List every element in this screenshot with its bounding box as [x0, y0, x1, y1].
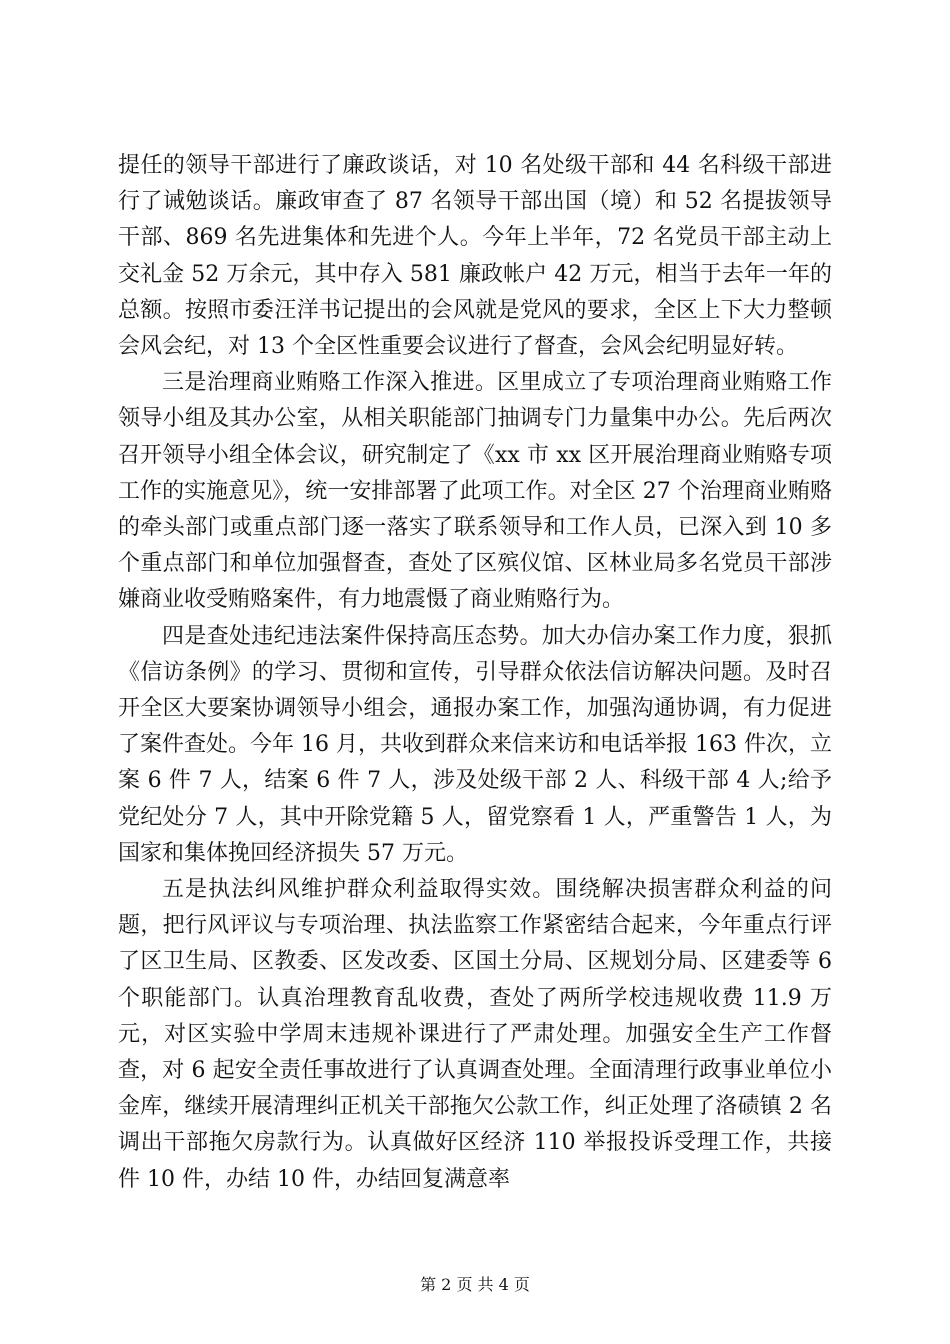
document-body	[118, 148, 832, 1198]
paragraph-1: 提任的领导干部进行了廉政谈话，对 10 名处级干部和 44 名科级干部进行了诫勉谈话。廉政审查了 87 名领导干部出国（境）和 52 名提拔领导干部、869 名先进集体和先进个人。今年上半年，72 名党员干部主动上交礼金 52 万余元，其中存入 581 廉政帐户 42 万元，相当于去年一年的总额。按照市委汪洋书记提出的会风就是党风的要求，全区上下大力整顿会风会纪，对 13 个全区性重要会议进行了督查，会风会纪明显好转。	[118, 153, 832, 360]
paragraph-3: 四是查处违纪违法案件保持高压态势。加大办信办案工作力度，狠抓《信访条例》的学习、贯彻和宣传，引导群众依法信访解决问题。及时召开全区大要案协调领导小组会，通报办案工作，加强沟通协调，有力促进了案件查处。今年 16 月，共收到群众来信来访和电话举报 163 件次，立案 6 件 7 人，结案 6 件 7 人，涉及处级干部 2 人、科级干部 4 人;给予党纪处分 7 人，其中开除党籍 5 人，留党察看 1 人，严重警告 1 人，为国家和集体挽回经济损失 57 万元。	[118, 623, 832, 866]
paragraph-2: 三是治理商业贿赂工作深入推进。区里成立了专项治理商业贿赂工作领导小组及其办公室，从相关职能部门抽调专门力量集中办公。先后两次召开领导小组全体会议，研究制定了《xx 市 xx 区开展治理商业贿赂专项工作的实施意见》，统一安排部署了此项工作。对全区 27 个治理商业贿赂的牵头部门或重点部门逐一落实了联系领导和工作人员，已深入到 10 多个重点部门和单位加强督查，查处了区殡仪馆、区林业局多名党员干部涉嫌商业收受贿赂案件，有力地震慑了商业贿赂行为。	[118, 370, 832, 613]
paragraph-4: 五是执法纠风维护群众利益取得实效。围绕解决损害群众利益的问题，把行风评议与专项治理、执法监察工作紧密结合起来，今年重点行评了区卫生局、区教委、区发改委、区国土分局、区规划分局、区建委等 6 个职能部门。认真治理教育乱收费，查处了两所学校违规收费 11.9 万元，对区实验中学周末违规补课进行了严肃处理。加强安全生产工作督查，对 6 起安全责任事故进行了认真调查处理。全面清理行政事业单位小金库，继续开展清理纠正机关干部拖欠公款工作，纠正处理了洛碛镇 2 名调出干部拖欠房款行为。认真做好区经济 110 举报投诉受理工作，共接件 10 件，办结 10 件，办结回复满意率	[118, 877, 832, 1192]
page-footer: 第 2 页 共 4 页	[420, 1275, 530, 1294]
